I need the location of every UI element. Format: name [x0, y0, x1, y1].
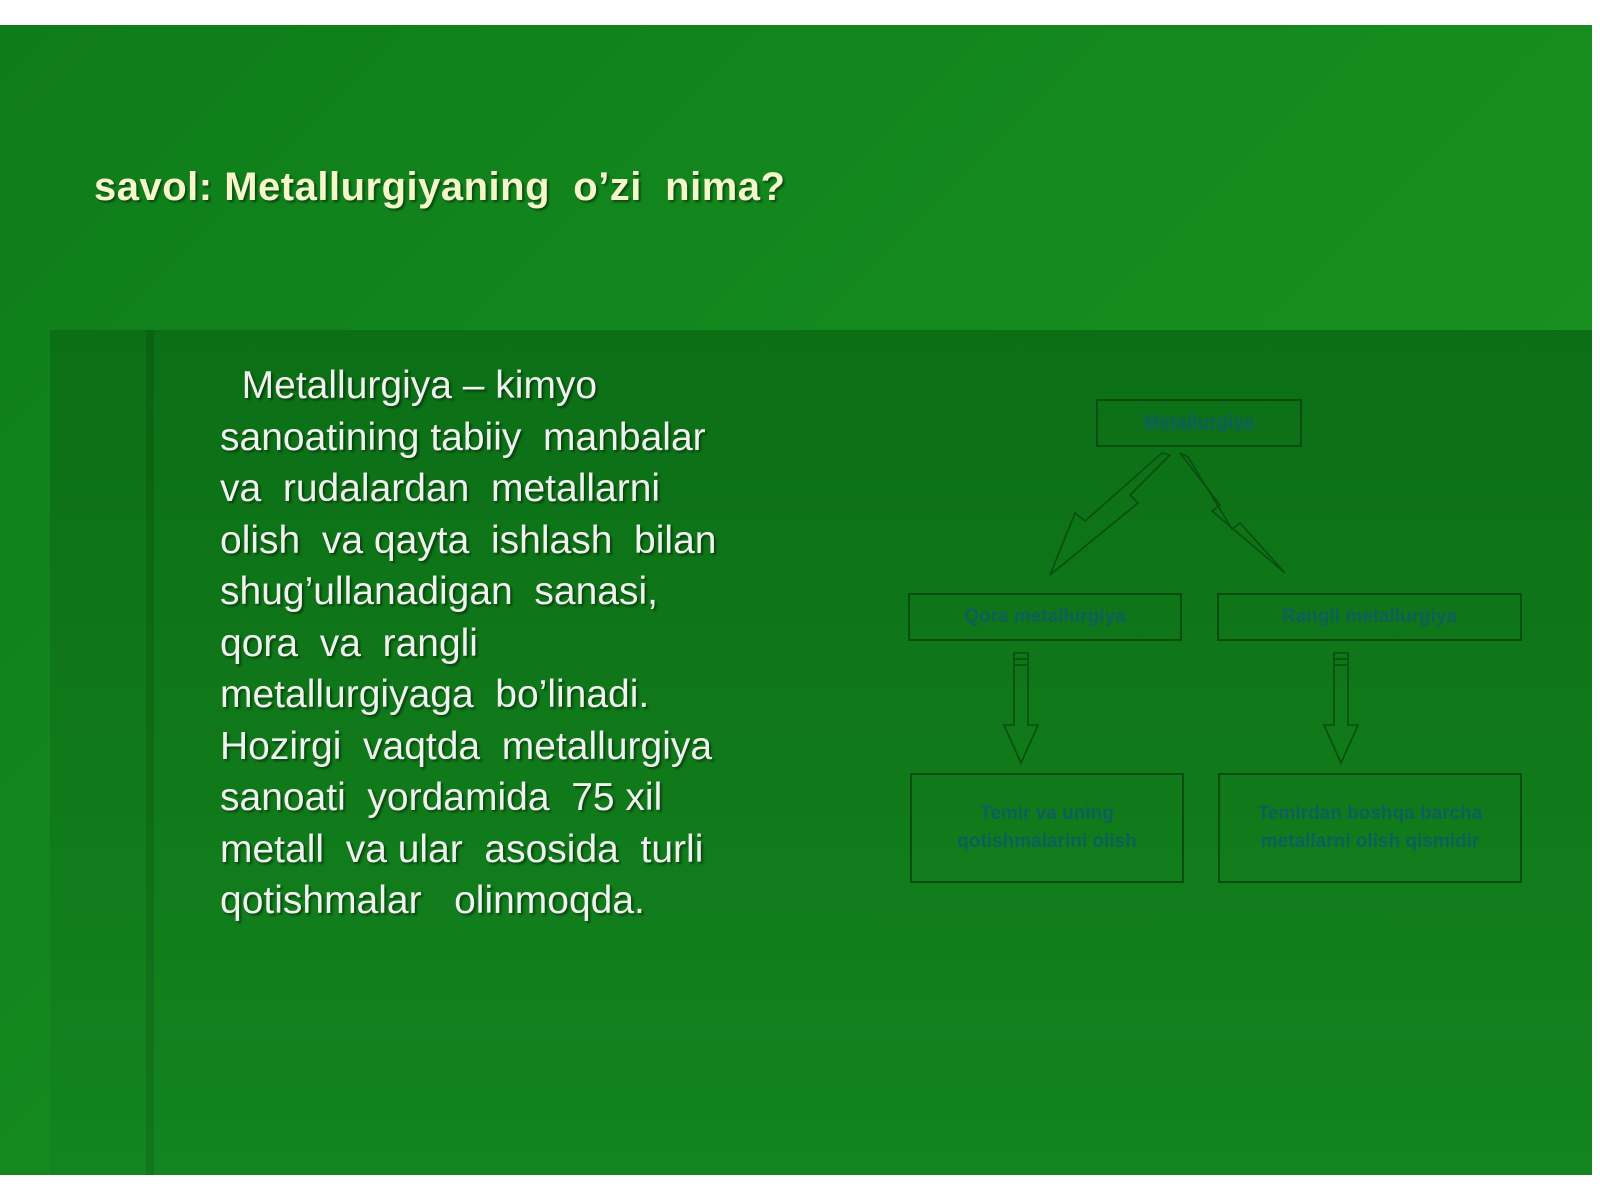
body-line: Hozirgi vaqtda metallurgiya [220, 724, 713, 768]
diagram-right-description-box: Temirdan boshqa barcha metallarni olish qismidir [1218, 773, 1522, 883]
body-line: sanoati yordamida 75 xil [220, 776, 663, 819]
diagram-left-box: Qora metallurgiya [908, 593, 1182, 641]
diagram-right-box: Rangli metallurgiya [1217, 593, 1522, 641]
body-line: sanoatining tabiiy manbalar [220, 415, 706, 459]
arrow-root-to-left [1050, 453, 1170, 575]
diagram-left-description-box: Temir va uning qotishmalarini olish [910, 773, 1184, 883]
arrow-left-down [1004, 653, 1038, 763]
body-line: olish va qayta ishlash bilan [220, 518, 717, 562]
panel-shadow-edge [146, 330, 154, 1175]
arrow-root-to-right [1180, 453, 1285, 573]
body-line: metall va ular asosida turli [220, 827, 704, 871]
body-line: qora va rangli [220, 621, 478, 665]
body-line: shug’ullanadigan sanasi, [220, 570, 658, 613]
arrow-right-down [1324, 653, 1358, 763]
body-text [220, 360, 820, 927]
diagram-root-box: Metallurgiya [1096, 399, 1302, 447]
metallurgy-diagram [880, 395, 1520, 915]
body-line: va rudalardan metallarni [220, 467, 661, 510]
body-line: Metallurgiya – kimyo [220, 364, 598, 407]
slide-title: savol: Metallurgiyaning o’zi nima? [94, 165, 786, 209]
body-line: qotishmalar olinmoqda. [220, 879, 645, 922]
body-line: metallurgiyaga bo’linadi. [220, 673, 650, 716]
